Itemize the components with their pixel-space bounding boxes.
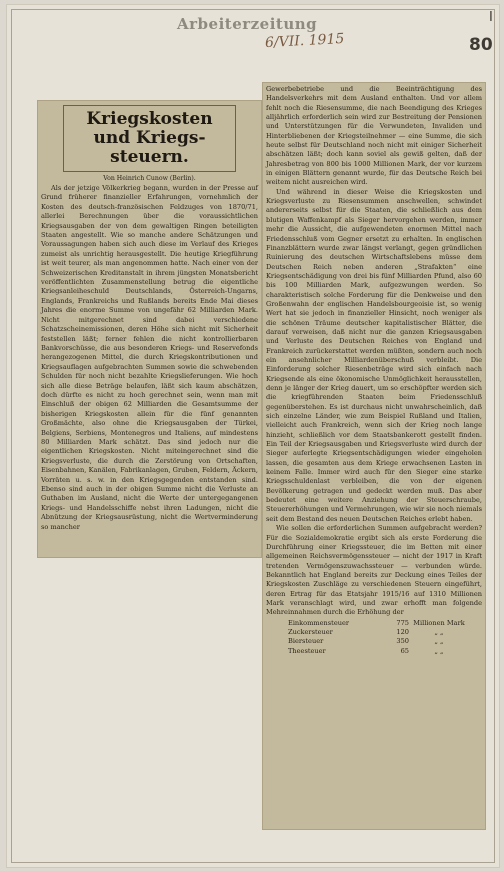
tax-value: 65 <box>400 646 409 655</box>
paragraph: Als der jetzige Völkerkrieg begann, wurden in der Presse auf Grund früherer finanzieller Erfahrungen, vornehmlich der Kosten des deutsch-französischen Feldzuges von 1870/71, allerlei Berechnungen über die voraussichtlichen Kriegsausgaben der von dem gewaltigen Ringen beteiligten Staaten angestellt. Wie so manche andere Schätzungen und Voraussagungen haben sich auch diese im Verlauf des Krieges zumeist als unrichtig herausgestellt. Die heutige Kriegführung ist weit teurer, als man angenommen hatte. Nach einer von der Schweizerischen Kreditanstalt in ihrem jüngsten Monatsbericht veröffentlichten Zusammenstellung betrug die eigentliche Kriegsanleiheschuld Deutschlands, Österreich-Ungarns, Englands, Frankreichs und Rußlands bereits Ende Mai dieses Jahres die enorme Summe von ungefähr 62 Milliarden Mark. Nicht mitgerechnet sind dabei verschiedene Schatzscheinemissionen, deren Höhe sich nicht mit Sicherheit feststellen läßt; ferner fehlen die nicht kontrollierbaren Bankvorschüsse, die aus besonderen Kriegs- und Reservefonds herangezogenen Mittel, die durch Kriegskontributionen und Kriegsauflagen aufgebrachten Summen sowie die schwebenden Schulden für noch nicht bezahlte Kriegslieferungen. Wie hoch sich alle diese Beträge belaufen, läßt sich kaum abschätzen, doch dürfte es nicht zu hoch gerechnet sein, wenn man mit Einschluß der obigen 62 Milliarden die Gesamtsumme der bisherigen Kriegskosten allein für die fünf genannten Großmächte, also ohne die Kriegsausgaben der Türkei, Belgiens, Serbiens, Montenegros und Italiens, auf mindestens 80 Milliarden Mark schätzt. Das sind jedoch nur die eigentlichen Kriegskosten. Nicht miteingerechnet sind die Kriegsverluste, die durch die Zerstörung von Ortschaften, Eisenbahnen, Kanälen, Fabrikanlagen, Gruben, Feldern, Äckern, Vorräten u. s. w. in den Kriegsgegenden entstanden sind. Ebenso sind auch in der obigen Summe nicht die Verluste an Guthaben im Ausland, nicht die Werte der untergegangenen Kriegs- und Handelsschiffe nebst ihren Ladungen, nicht die Abnützung der Kriegsausrüstung, nicht die Wertverminderung so mancher <box>41 184 258 531</box>
article-title-line2: steuern. <box>110 147 189 167</box>
tax-row <box>288 647 482 656</box>
page-number: 80 <box>469 35 493 55</box>
tax-name: Theesteuer <box>288 646 326 655</box>
clipping-left-column <box>37 100 262 558</box>
title-box <box>63 105 236 172</box>
tax-unit: „ „ <box>434 628 444 636</box>
newspaper-stamp: Arbeiterzeitung <box>177 15 318 33</box>
left-column-text <box>41 184 258 532</box>
tax-row <box>288 619 482 628</box>
tax-value: 120 <box>396 628 409 636</box>
tax-row <box>288 628 482 637</box>
tax-table <box>288 619 482 657</box>
paragraph: Wie sollen die erforderlichen Summen aufgebracht werden? Für die Sozialdemokratie ergibt sich als erste Forderung die Durchführung einer Kriegssteuer, die im Betten mit einer allgemeinen Reichsvermögenssteuer — nicht der 1917 in Kraft tretenden Vermögenszuwachssteuer — verbunden würde. Bekanntlich hat England bereits zur Deckung eines Teiles der Kriegskosten Zuschläge zu verschiedenen Steuern eingeführt, deren Ertrag für das Etatsjahr 1915/16 auf 1310 Millionen Mark veranschlagt wird, und zwar erhofft man folgende Mehreinnahmen durch die Erhöhung der <box>266 524 482 617</box>
right-column-text <box>266 85 482 618</box>
paragraph: Und während in dieser Weise die Kriegskosten und Kriegsverluste zu Riesensummen anschwellen, schwindet andererseits selbst für die Staaten, die schließlich aus dem blutigen Waffenkampf als Sieger hervorgehen werden, immer mehr die Aussicht, die aufgewendeten enormen Mittel nach Friedensschluß vom Gegner ersetzt zu erhalten. In englischen Finanzblättern wurde zwar längst verlangt, gegen gründlichen Ruinierung des deutschen Wirtschaftslebens müsse dem Deutschen Reich neben anderen „Strafakten“ eine Kriegsentschädigung von drei bis fünf Milliarden Pfund, also 60 bis 100 Milliarden Mark, aufgezwungen werden. So charakteristisch solche Forderung für die Denkweise und den Großenwahn der englischen Handelsbourgeoisie ist, so wenig Wert hat sie jedoch in finanzieller Hinsicht, noch weniger als die schönen Träume deutscher kapitalistischer Blätter, die darauf verweisen, daß nicht nur die ganzen Kriegsausgaben und Verluste des Deutschen Reiches von England und Frankreich zurückerstattet werden müßten, sondern auch noch ein ansehnlicher Milliardenüberschuß verbleibt. Die Einforderung solcher Riesenbeträge wird sich einfach nach Kriegsende als eine ökonomische Unmöglichkeit herausstellen, denn je länger der Krieg dauert, um so erschöpfter werden sich die kriegführenden Staaten beim Friedensschluß gegenüberstehen. Es ist durchaus nicht unwahrscheinlich, daß sich einzelne Länder, wie zum Beispiel Rußland und Italien, vielleicht auch Frankreich, wenn sich der Krieg noch lange hinzieht, schließlich vor dem Staatsbankerott gestellt finden. Ein Teil der Kriegsausgaben und Kriegsverluste wird durch der Sieger auferlegte Kriegsentschädigungen wieder eingeholen lassen, die gesamten aus dem Kriege erwachsenen Lasten in keinem Falle. Immer wird auch für den Sieger eine starke Kriegsschuldenlast verbleiben, die von der eigenen Bevölkerung getragen und gedeckt werden muß. Das aber bedeutet eine weitere Anziehung der Steuerschraube, Steuererhöhungen und Vermehrungen, wie wir sie noch niemals seit dem Bestand des neuen Deutschen Reiches erlebt haben. <box>266 187 482 523</box>
article-title-line1: Kriegskosten und Kriegs- <box>86 109 213 148</box>
tax-value: 775 <box>396 618 409 627</box>
corner-mark: I <box>489 10 493 25</box>
tax-row <box>288 637 482 646</box>
paragraph: Gewerbebetriebe und die Beeinträchtigung des Handelsverkehrs mit dem Ausland enthalten. Und vor allem fehlt noch die Riesensumme, die nach Beendigung des Krieges alljährlich erforderlich sein wird zur Bestreitung der Pensionen und Unterstützungen für die Verwundeten, Invaliden und Hinterbliebenen der Kriegsteilnehmer — eine Summe, die sich heute selbst für Deutschland noch nicht mit einiger Sicherheit abschätzen läßt; doch kann soviel als gewiß gelten, daß der Jahresbetrag von 800 bis 1000 Millionen Mark, der vor kurzem in einigen Blättern genannt wurde, für das Deutsche Reich bei weitem nicht ausreichen wird. <box>266 85 482 187</box>
tax-unit: Millionen Mark <box>413 618 465 627</box>
tax-unit: „ „ <box>434 637 444 646</box>
clipping-right-column <box>262 82 486 830</box>
tax-name: Zuckersteuer <box>288 628 333 636</box>
tax-name: Biersteuer <box>288 637 324 646</box>
handwritten-date: 6/VII. 1915 <box>264 30 345 52</box>
article-byline: Von Heinrich Cunow (Berlin). <box>103 175 196 182</box>
tax-name: Einkommensteuer <box>288 618 350 627</box>
tax-unit: „ „ <box>434 646 444 655</box>
tax-value: 350 <box>396 637 409 646</box>
